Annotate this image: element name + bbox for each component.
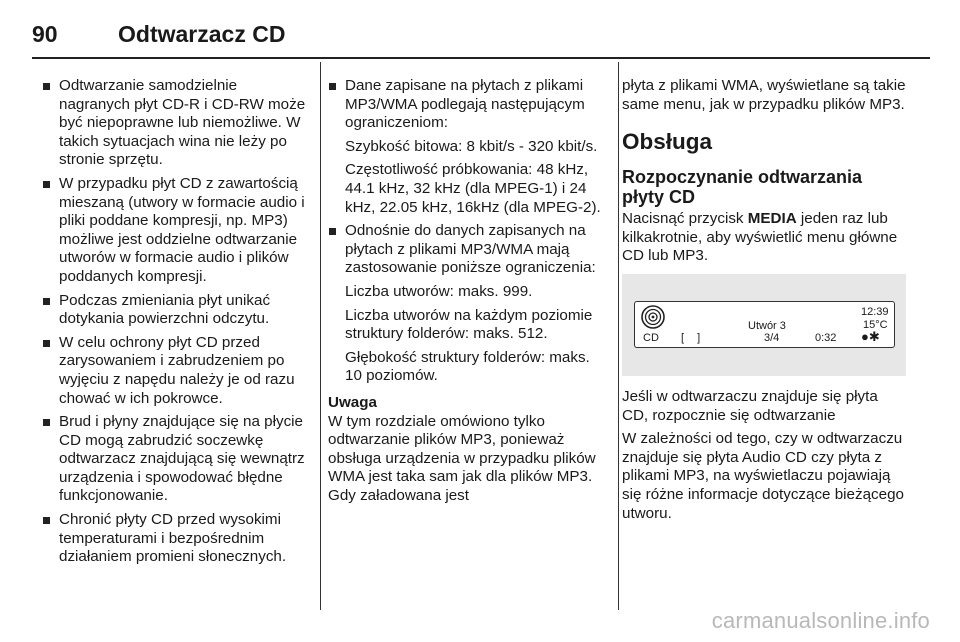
paragraph: W zależności od tego, czy w odtwarzaczu znajduje się płyta Audio CD czy płyta z plikami MP3, na wyświetlaczu pojawiają się różne informacje dotyczące bieżącego utworu.	[622, 430, 904, 522]
continued-text: płyta z plikami WMA, wyświetlane są takie same menu, jak w przypadku plików MP3.	[622, 77, 906, 113]
sub-item: Głębokość struktury folderów: maks. 10 poziomów.	[345, 348, 590, 385]
track-position: 3/4	[764, 331, 780, 344]
brackets-indicator: [ ]	[681, 331, 706, 344]
lcd-screen	[634, 301, 895, 348]
note-text: W tym rozdziale omówiono tylko odtwarzanie plików MP3, ponieważ obsługa urządzenia w przypadku plików WMA jest taka sam jak dla plików MP3. Gdy załadowana jest	[328, 412, 596, 504]
paragraph: Jeśli w odtwarzaczu znajduje się płyta CD, rozpocznie się odtwarzanie	[622, 387, 878, 424]
bullet-item: Brud i płyny znajdujące się na płycie CD mogą zabrudzić soczewkę odtwarzacz znajdującą się wewnątrz urządzenia i spowodować błędne funkcjonowanie.	[42, 413, 308, 506]
section-heading: Obsługa	[622, 129, 713, 155]
bullet-item: Dane zapisane na płytach z plikami MP3/WMA podlegają następującym ograniczeniom:	[328, 77, 604, 133]
column-left	[42, 77, 308, 572]
sub-item: Częstotliwość próbkowania: 48 kHz, 44.1 kHz, 32 kHz (dla MPEG-1) i 24 kHz, 22.05 kHz, 16kHz (dla MPEG-2).	[345, 161, 601, 216]
column-middle	[328, 77, 604, 505]
bullet-item: Odnośnie do danych zapisanych na płytach z plikami MP3/WMA mają zastosowanie poniższe ograniczenia:	[328, 222, 604, 278]
paragraph: Nacisnąć przycisk MEDIA jeden raz lub kilkakrotnie, aby wyświetlić menu główne CD lub MP3.	[622, 210, 898, 265]
sub-item: Liczba utworów: maks. 999.	[345, 282, 533, 300]
source-label: CD	[643, 331, 659, 344]
note-title: Uwaga	[328, 393, 377, 411]
header-rule	[32, 57, 930, 59]
elapsed-time: 0:32	[815, 331, 837, 344]
bullet-item: Chronić płyty CD przed wysokimi temperaturami i bezpośrednim działaniem promieni słonecznych.	[42, 511, 308, 567]
page-number: 90	[32, 20, 58, 47]
column-divider	[618, 62, 619, 610]
temperature: 15°C	[863, 318, 888, 331]
bullet-item: W przypadku płyt CD z zawartością mieszaną (utwory w formacie audio i pliki poddane kompresji, np. MP3) możliwe jest oddzielne odtwarzanie utworów w formacie audio i plików poddanych kompresji.	[42, 175, 308, 287]
bullet-item: Podczas zmieniania płyt unikać dotykania powierzchni odczytu.	[42, 292, 308, 329]
sub-item: Liczba utworów na każdym poziomie struktury folderów: maks. 512.	[345, 306, 593, 343]
page-header	[32, 14, 285, 54]
bullet-item: Odtwarzanie samodzielnie nagranych płyt CD-R i CD-RW może być niepoprawne lub niemożliwe. W takich sytuacjach wina nie leży po stronie sprzętu.	[42, 77, 308, 170]
display-illustration	[622, 274, 906, 376]
watermark: carmanualsonline.info	[711, 608, 930, 633]
subsection-heading: Rozpoczynanie odtwarzania płyty CD	[622, 167, 863, 208]
bluetooth-icon: ●✱	[861, 328, 880, 344]
sub-item: Szybkość bitowa: 8 kbit/s - 320 kbit/s.	[345, 137, 598, 155]
bullet-item: W celu ochrony płyt CD przed zarysowaniem i zabrudzeniem po wyjęciu z napędu należy je od razu chować w ich pokrowce.	[42, 334, 308, 408]
column-right	[622, 77, 906, 528]
media-key-label: MEDIA	[747, 210, 797, 228]
cd-disc-icon	[641, 305, 665, 329]
clock: 12:39	[861, 305, 889, 318]
column-divider	[320, 62, 321, 610]
note-block	[328, 394, 604, 506]
track-title: Utwór 3	[748, 319, 786, 332]
page-title: Odtwarzacz CD	[118, 20, 286, 47]
